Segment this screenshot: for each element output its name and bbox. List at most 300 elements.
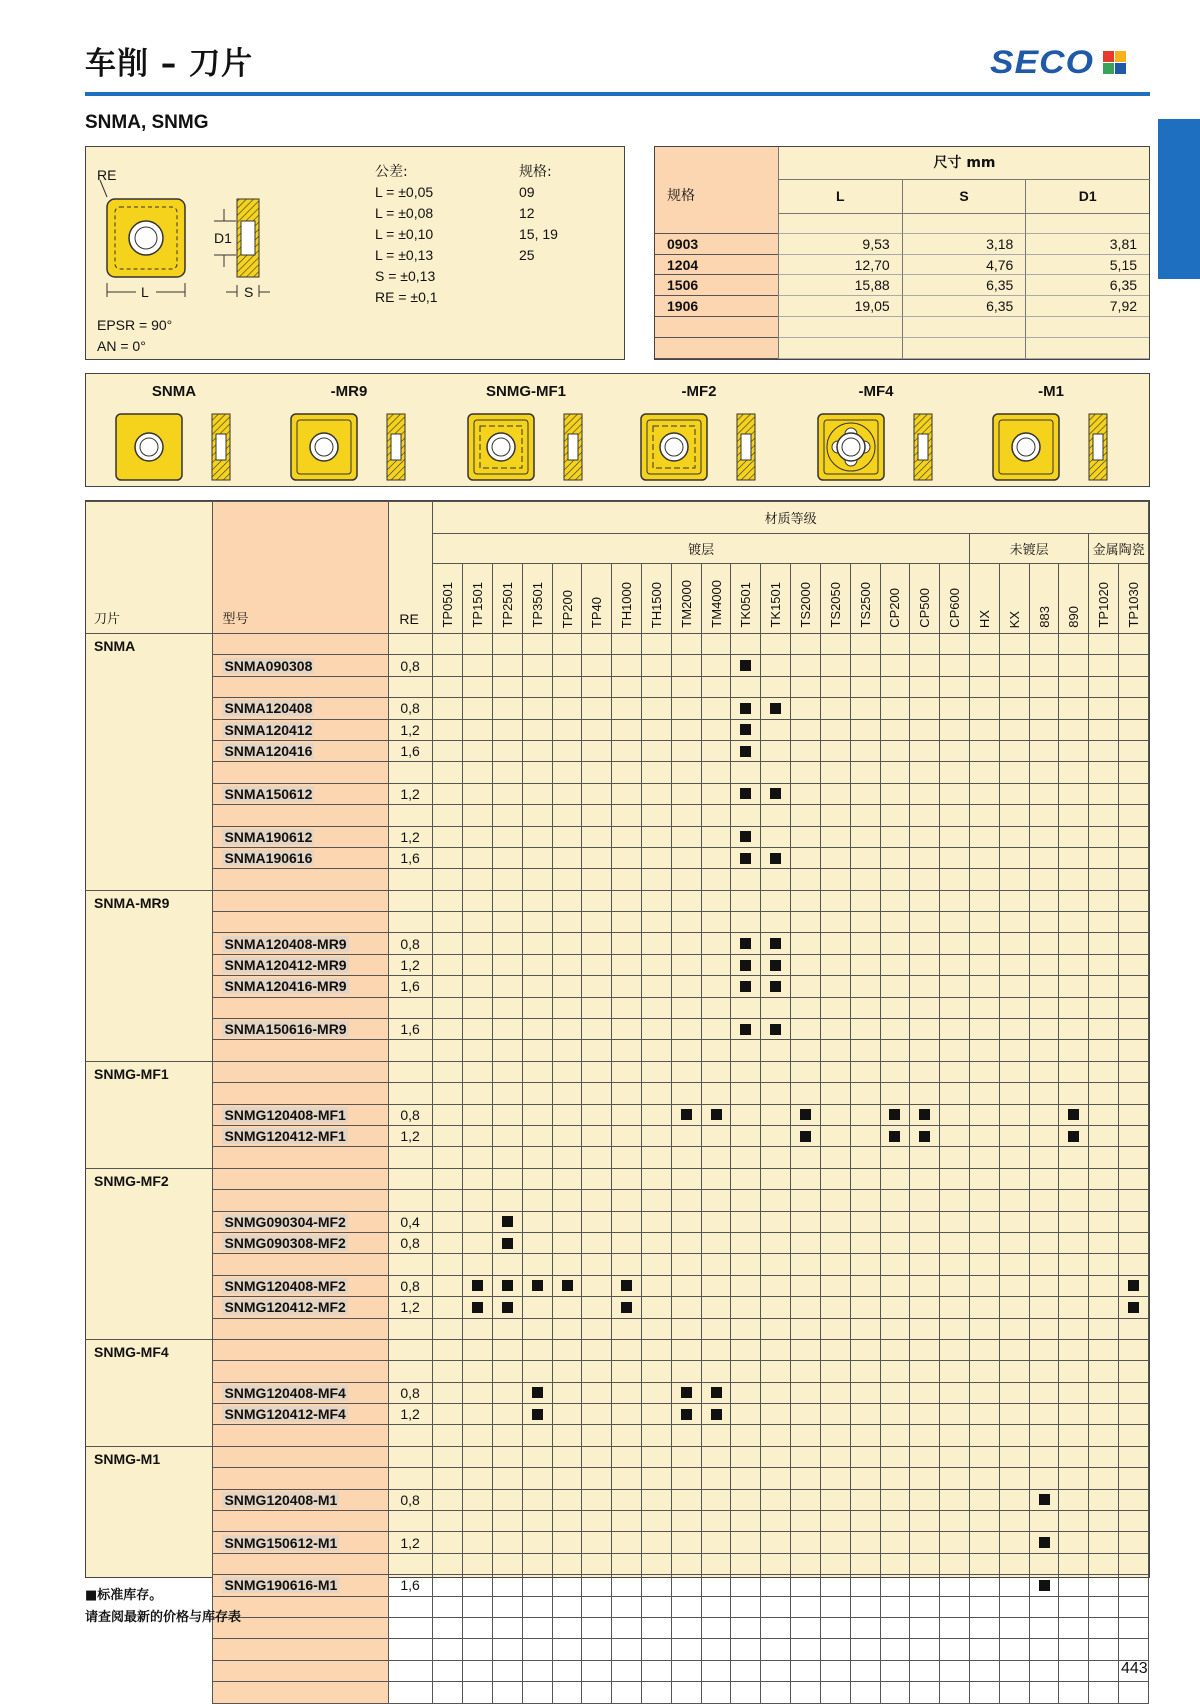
grade-cell	[910, 634, 940, 655]
grade-row	[86, 890, 1149, 911]
grade-cell	[820, 783, 850, 804]
grade-cell	[463, 1660, 493, 1681]
stock-mark	[770, 1024, 781, 1035]
grade-cell	[910, 847, 940, 868]
grade-cell	[1089, 1511, 1119, 1532]
grade-cell	[612, 1596, 642, 1617]
grade-cell	[1059, 1468, 1089, 1489]
grade-cell	[1119, 1040, 1149, 1061]
grade-cell	[463, 1361, 493, 1382]
grade-cell	[463, 1553, 493, 1574]
grade-cell	[761, 698, 791, 719]
grade-cell	[731, 719, 761, 740]
grade-row	[86, 1297, 1149, 1318]
grade-cell	[791, 805, 821, 826]
grade-cell	[731, 933, 761, 954]
grade-cell	[999, 997, 1029, 1018]
stock-mark	[532, 1280, 543, 1291]
model-cell	[213, 847, 389, 868]
grade-cell	[761, 997, 791, 1018]
model-cell	[213, 1104, 389, 1125]
grade-cell	[791, 954, 821, 975]
grade-header	[1029, 564, 1059, 634]
grade-cell	[969, 805, 999, 826]
insert-group-label: SNMG-M1	[94, 1450, 161, 1467]
stock-mark	[740, 1024, 751, 1035]
model-cell	[213, 997, 389, 1018]
grade-cell	[1029, 890, 1059, 911]
grade-cell	[850, 997, 880, 1018]
grade-cell	[999, 954, 1029, 975]
grade-cell	[582, 698, 612, 719]
grade-cell	[1119, 1511, 1149, 1532]
grade-cell	[522, 1232, 552, 1253]
re-cell	[389, 1147, 433, 1168]
grade-cell	[880, 1596, 910, 1617]
re-cell	[389, 1318, 433, 1339]
dimension-cell	[1025, 338, 1149, 359]
model-cell	[213, 698, 389, 719]
model-label: SNMA120408	[224, 700, 313, 717]
grade-cell	[522, 1125, 552, 1146]
grade-cell	[552, 847, 582, 868]
dimension-cell	[778, 317, 902, 338]
grade-cell	[820, 698, 850, 719]
grade-cell	[1089, 976, 1119, 997]
tolerance-value: S = ±0,13	[375, 268, 436, 284]
grade-cell	[433, 869, 463, 890]
grade-cell	[582, 1104, 612, 1125]
re-cell: 0,4	[389, 1211, 433, 1232]
grade-cell	[1089, 826, 1119, 847]
grade-cell	[731, 1061, 761, 1082]
grade-cell	[1119, 1446, 1149, 1467]
grade-label: 890	[1066, 606, 1082, 628]
grade-cell	[1119, 1125, 1149, 1146]
grade-cell	[552, 1446, 582, 1467]
grade-cell	[671, 1660, 701, 1681]
grade-cell	[582, 676, 612, 697]
grade-cell	[880, 1232, 910, 1253]
grade-cell	[642, 954, 672, 975]
grade-cell	[999, 1596, 1029, 1617]
grade-cell	[761, 1596, 791, 1617]
re-cell	[389, 1446, 433, 1467]
grade-cell	[999, 1511, 1029, 1532]
grade-cell	[731, 1275, 761, 1296]
grade-cell	[492, 890, 522, 911]
grade-cell	[642, 1147, 672, 1168]
grade-cell	[880, 1532, 910, 1553]
grade-cell	[940, 1339, 970, 1360]
grades-table	[86, 501, 1149, 1704]
stock-mark	[681, 1109, 692, 1120]
grade-cell	[880, 1040, 910, 1061]
grade-cell	[642, 1019, 672, 1040]
grade-cell	[731, 912, 761, 933]
grade-cell	[522, 1596, 552, 1617]
grade-cell	[910, 655, 940, 676]
grade-cell	[582, 805, 612, 826]
grade-cell	[1089, 634, 1119, 655]
grade-cell	[642, 933, 672, 954]
grade-cell	[492, 1083, 522, 1104]
grade-cell	[761, 1211, 791, 1232]
grade-cell	[642, 1318, 672, 1339]
grade-cell	[671, 1532, 701, 1553]
group-label: 金属陶瓷	[1092, 543, 1145, 558]
grade-cell	[850, 1083, 880, 1104]
grade-cell	[969, 1125, 999, 1146]
grade-header	[791, 564, 821, 634]
grade-cell	[999, 869, 1029, 890]
grade-cell	[880, 1083, 910, 1104]
model-label: SNMG120412-MF2	[224, 1299, 346, 1316]
grade-cell	[1089, 1532, 1119, 1553]
grade-cell	[552, 869, 582, 890]
grade-label: TP40	[589, 596, 605, 628]
grade-cell	[791, 1318, 821, 1339]
dimensions-row	[655, 338, 1149, 359]
grade-cell	[999, 1211, 1029, 1232]
re-cell: 1,6	[389, 1575, 433, 1596]
grade-cell	[969, 912, 999, 933]
grade-cell	[492, 1254, 522, 1275]
grade-cell	[701, 783, 731, 804]
grade-label: TK0501	[738, 582, 754, 628]
grade-cell	[1029, 1275, 1059, 1296]
grade-cell	[522, 719, 552, 740]
grade-cell	[940, 655, 970, 676]
model-cell	[213, 1660, 389, 1681]
grade-cell	[999, 1040, 1029, 1061]
grade-cell	[850, 1211, 880, 1232]
grade-cell	[820, 805, 850, 826]
model-label: SNMA120408-MR9	[224, 935, 347, 952]
grade-cell	[582, 1297, 612, 1318]
group-label: 未镀层	[1009, 543, 1049, 558]
grade-cell	[1119, 740, 1149, 761]
stock-mark	[889, 1131, 900, 1142]
grade-cell	[820, 1339, 850, 1360]
grade-cell	[1089, 1147, 1119, 1168]
grade-cell	[1059, 1125, 1089, 1146]
grade-cell	[612, 1040, 642, 1061]
grade-cell	[701, 1083, 731, 1104]
size-cell: 1204	[655, 255, 778, 276]
grade-cell	[1119, 1190, 1149, 1211]
grade-cell	[1059, 1446, 1089, 1467]
grade-row	[86, 1425, 1149, 1446]
shape-label: SNMA	[151, 383, 197, 400]
grade-cell	[552, 1083, 582, 1104]
grade-label: TH1500	[648, 581, 664, 628]
grade-cell	[612, 1553, 642, 1574]
grade-cell	[731, 1361, 761, 1382]
grade-header	[1059, 564, 1089, 634]
grade-cell	[880, 1682, 910, 1703]
grade-cell	[612, 933, 642, 954]
grade-cell	[522, 698, 552, 719]
grade-cell	[701, 912, 731, 933]
model-cell	[213, 1125, 389, 1146]
grade-cell	[1089, 655, 1119, 676]
grade-cell	[1059, 976, 1089, 997]
grade-cell	[940, 1468, 970, 1489]
grade-cell	[731, 1553, 761, 1574]
grade-cell	[522, 1297, 552, 1318]
grade-cell	[671, 1617, 701, 1638]
grade-cell	[1029, 1682, 1059, 1703]
re-cell	[389, 1061, 433, 1082]
grade-cell	[999, 1361, 1029, 1382]
grade-cell	[940, 997, 970, 1018]
stock-mark	[919, 1109, 930, 1120]
grade-cell	[1059, 740, 1089, 761]
grade-cell	[761, 1489, 791, 1510]
grade-cell	[642, 1532, 672, 1553]
grade-cell	[880, 997, 910, 1018]
grade-cell	[1089, 1104, 1119, 1125]
tolerance-panel	[85, 146, 625, 360]
grade-cell	[433, 676, 463, 697]
grade-cell	[463, 676, 493, 697]
grade-cell	[701, 1168, 731, 1189]
grade-cell	[1089, 1254, 1119, 1275]
shape-label: -M1	[1038, 383, 1064, 400]
grade-cell	[731, 1168, 761, 1189]
grade-cell	[522, 1446, 552, 1467]
grade-cell	[910, 719, 940, 740]
grade-cell	[433, 954, 463, 975]
stock-mark	[740, 960, 751, 971]
grade-cell	[552, 1147, 582, 1168]
grade-cell	[552, 1489, 582, 1510]
grade-cell	[612, 1125, 642, 1146]
grade-cell	[969, 1425, 999, 1446]
grade-cell	[671, 1361, 701, 1382]
grade-cell	[1029, 1211, 1059, 1232]
insert-group-label: SNMA	[94, 638, 136, 654]
model-cell	[213, 783, 389, 804]
dimension-cell: 3,81	[1025, 234, 1149, 255]
grade-row	[86, 847, 1149, 868]
grade-cell	[433, 1382, 463, 1403]
grade-cell	[940, 1061, 970, 1082]
grade-cell	[463, 1575, 493, 1596]
model-cell	[213, 655, 389, 676]
grade-cell	[1059, 1617, 1089, 1638]
grade-cell	[701, 1617, 731, 1638]
tolerance-size: 15, 19	[519, 226, 558, 242]
grade-cell	[999, 1318, 1029, 1339]
grade-cell	[552, 719, 582, 740]
tolerance-row	[375, 203, 615, 224]
grade-cell	[671, 1553, 701, 1574]
grade-row	[86, 912, 1149, 933]
grade-cell	[552, 1040, 582, 1061]
grade-cell	[492, 1339, 522, 1360]
grade-cell	[522, 933, 552, 954]
grade-cell	[880, 1211, 910, 1232]
grade-label: TS2000	[798, 582, 814, 628]
grade-cell	[731, 1532, 761, 1553]
grade-cell	[880, 1104, 910, 1125]
grade-cell	[552, 1468, 582, 1489]
grade-cell	[969, 1596, 999, 1617]
s-label: S	[244, 284, 254, 300]
grade-cell	[552, 740, 582, 761]
grade-cell	[552, 912, 582, 933]
grade-header	[671, 564, 701, 634]
grade-cell	[671, 1318, 701, 1339]
grade-cell	[1029, 1532, 1059, 1553]
stock-mark	[919, 1131, 930, 1142]
grade-cell	[940, 1361, 970, 1382]
grade-cell	[612, 1511, 642, 1532]
grade-cell	[791, 1639, 821, 1660]
tolerance-value: L = ±0,05	[375, 184, 434, 200]
grade-cell	[820, 1617, 850, 1638]
grade-cell	[612, 847, 642, 868]
grade-cell	[522, 912, 552, 933]
grade-cell	[433, 1532, 463, 1553]
grade-cell	[761, 1511, 791, 1532]
grade-cell	[612, 1083, 642, 1104]
grade-cell	[433, 1318, 463, 1339]
grade-cell	[791, 634, 821, 655]
grade-cell	[940, 976, 970, 997]
grade-cell	[1029, 1190, 1059, 1211]
grade-cell	[582, 1190, 612, 1211]
grade-header	[612, 564, 642, 634]
grade-row	[86, 1446, 1149, 1467]
model-label: SNMA090308	[224, 657, 313, 674]
stock-mark	[770, 853, 781, 864]
grade-cell	[791, 1339, 821, 1360]
grade-cell	[642, 1553, 672, 1574]
stock-mark	[740, 938, 751, 949]
grade-cell	[582, 954, 612, 975]
grade-cell	[671, 1682, 701, 1703]
grade-row	[86, 1061, 1149, 1082]
re-header-cell	[389, 502, 433, 634]
grade-cell	[642, 912, 672, 933]
model-cell	[213, 1468, 389, 1489]
grade-cell	[910, 1511, 940, 1532]
grade-cell	[731, 783, 761, 804]
grade-cell	[761, 890, 791, 911]
grade-cell	[791, 783, 821, 804]
grade-cell	[1029, 655, 1059, 676]
insert-group-label: SNMA-MR9	[94, 894, 170, 911]
grade-cell	[522, 1575, 552, 1596]
grade-label: TH1000	[619, 581, 635, 628]
model-label: SNMA120416-MR9	[224, 978, 347, 995]
grade-cell	[880, 1125, 910, 1146]
grade-cell	[582, 890, 612, 911]
insert-group-label: SNMG-MF4	[94, 1343, 169, 1360]
grade-cell	[1119, 869, 1149, 890]
grade-row	[86, 1168, 1149, 1189]
grade-cell	[433, 1511, 463, 1532]
grade-cell	[522, 1019, 552, 1040]
insert-group-cell	[86, 890, 213, 1061]
grade-cell	[820, 1147, 850, 1168]
grade-cell	[761, 740, 791, 761]
grade-cell	[612, 1339, 642, 1360]
grade-cell	[492, 1489, 522, 1510]
re-cell: 1,6	[389, 847, 433, 868]
grade-cell	[880, 954, 910, 975]
grade-cell	[969, 1361, 999, 1382]
grade-cell	[1059, 1361, 1089, 1382]
re-cell	[389, 1660, 433, 1681]
insert-shape-icon	[816, 412, 956, 484]
grade-cell	[612, 1019, 642, 1040]
grade-cell	[612, 1254, 642, 1275]
shape-label: -MF2	[681, 383, 717, 400]
tolerance-size: 09	[519, 184, 535, 200]
grade-cell	[671, 676, 701, 697]
grade-cell	[850, 1660, 880, 1681]
grade-cell	[522, 1040, 552, 1061]
tolerance-list	[375, 182, 615, 308]
grade-cell	[940, 1446, 970, 1467]
grade-cell	[612, 1446, 642, 1467]
grade-cell	[1119, 1318, 1149, 1339]
size-cell: 0903	[655, 234, 778, 255]
grade-cell	[1029, 1040, 1059, 1061]
group-label: 镀层	[688, 543, 715, 558]
grade-cell	[969, 1190, 999, 1211]
grade-cell	[582, 1040, 612, 1061]
grade-label: TM2000	[678, 580, 694, 628]
grade-cell	[552, 933, 582, 954]
grade-cell	[910, 783, 940, 804]
grade-cell	[850, 676, 880, 697]
grade-cell	[642, 1489, 672, 1510]
grade-cell	[761, 1190, 791, 1211]
grade-cell	[1119, 1083, 1149, 1104]
grade-cell	[1119, 634, 1149, 655]
stock-mark	[472, 1280, 483, 1291]
grade-cell	[1059, 1275, 1089, 1296]
model-cell	[213, 1553, 389, 1574]
grade-cell	[701, 847, 731, 868]
grade-cell	[999, 1468, 1029, 1489]
grade-cell	[671, 1168, 701, 1189]
grade-cell	[731, 634, 761, 655]
grade-cell	[969, 1446, 999, 1467]
grade-row	[86, 1532, 1149, 1553]
model-cell	[213, 1211, 389, 1232]
grade-cell	[999, 655, 1029, 676]
grade-cell	[522, 1682, 552, 1703]
re-cell: 0,8	[389, 1275, 433, 1296]
grade-cell	[492, 655, 522, 676]
grade-cell	[433, 1232, 463, 1253]
grade-cell	[463, 1168, 493, 1189]
grade-cell	[1059, 1596, 1089, 1617]
grade-cell	[880, 1468, 910, 1489]
grade-cell	[671, 805, 701, 826]
grade-cell	[612, 1425, 642, 1446]
grade-cell	[582, 869, 612, 890]
re-cell: 1,6	[389, 740, 433, 761]
grade-cell	[880, 847, 910, 868]
grade-cell	[761, 1639, 791, 1660]
